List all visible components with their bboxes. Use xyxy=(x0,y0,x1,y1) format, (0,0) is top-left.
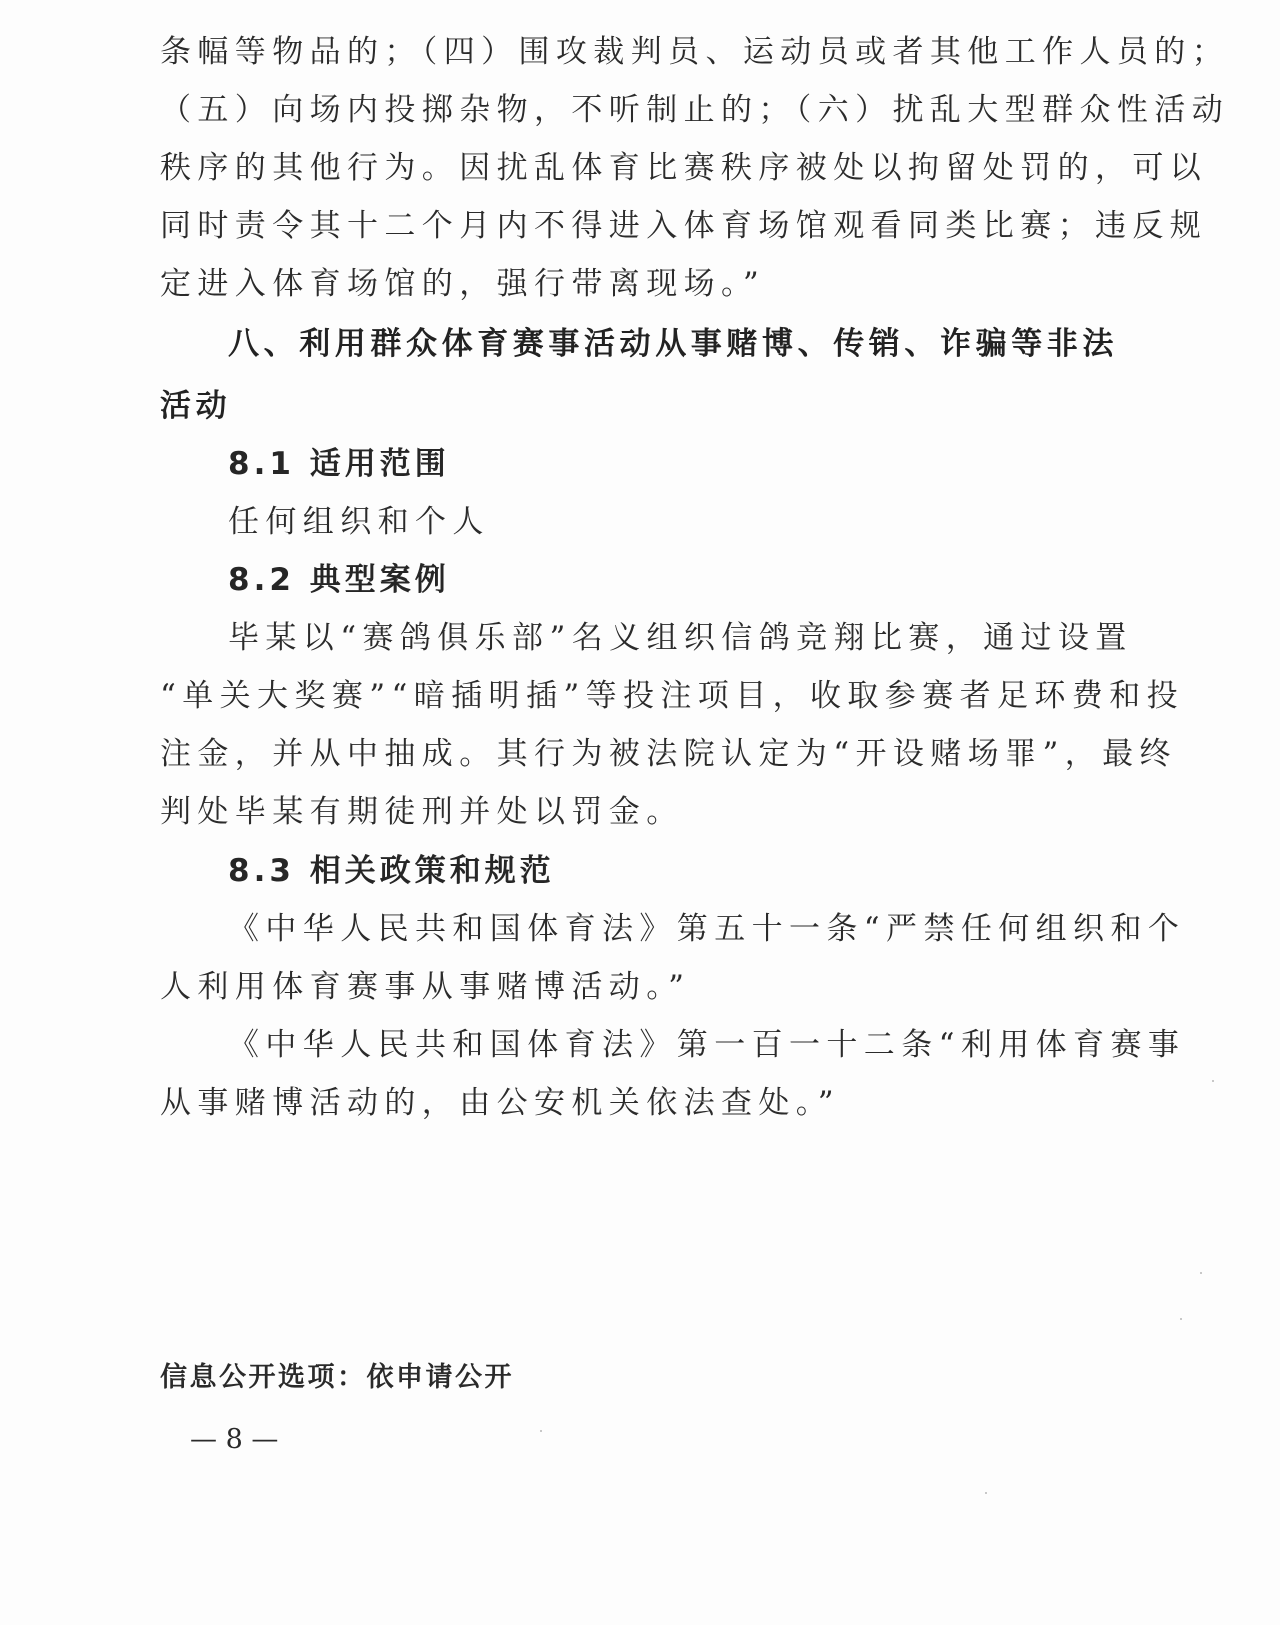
case-paragraph-line: 注金，并从中抽成。其行为被法院认定为“开设赌场罪”，最终 xyxy=(160,736,1177,772)
policy-paragraph-line: 《中华人民共和国体育法》第一百一十二条“利用体育赛事 xyxy=(228,1027,1186,1063)
disclosure-option: 信息公开选项：依申请公开 xyxy=(160,1362,514,1393)
policy-paragraph-line: 从事赌博活动的，由公安机关依法查处。” xyxy=(160,1085,840,1121)
paragraph-line: 条幅等物品的；（四）围攻裁判员、运动员或者其他工作人员的； xyxy=(160,34,1230,70)
paragraph-line: 秩序的其他行为。因扰乱体育比赛秩序被处以拘留处罚的，可以 xyxy=(160,150,1208,186)
case-paragraph-line: “单关大奖赛”“暗插明插”等投注项目，收取参赛者足环费和投 xyxy=(160,678,1184,714)
section-heading-continued: 活动 xyxy=(160,388,232,424)
subsection-title-8-3: 8.3 相关政策和规范 xyxy=(228,853,555,889)
scan-speck xyxy=(985,1492,987,1494)
paragraph-line: 同时责令其十二个月内不得进入体育场馆观看同类比赛；违反规 xyxy=(160,208,1208,244)
scan-speck xyxy=(1212,1080,1214,1082)
subsection-title-8-2: 8.2 典型案例 xyxy=(228,562,450,598)
section-heading: 八、利用群众体育赛事活动从事赌博、传销、诈骗等非法 xyxy=(228,326,1118,362)
page-number: — 8 — xyxy=(190,1424,279,1455)
subsection-body-8-1: 任何组织和个人 xyxy=(228,504,490,540)
paragraph-line: 定进入体育场馆的，强行带离现场。” xyxy=(160,266,766,302)
scan-speck xyxy=(1180,1318,1182,1320)
scan-speck xyxy=(1200,1272,1202,1274)
subsection-title-8-1: 8.1 适用范围 xyxy=(228,446,450,482)
case-paragraph-line: 毕某以“赛鸽俱乐部”名义组织信鸽竞翔比赛，通过设置 xyxy=(228,620,1133,656)
scan-speck xyxy=(540,1430,542,1432)
case-paragraph-line: 判处毕某有期徒刑并处以罚金。 xyxy=(160,794,684,830)
paragraph-line: （五）向场内投掷杂物，不听制止的；（六）扰乱大型群众性活动 xyxy=(160,92,1230,128)
policy-paragraph-line: 人利用体育赛事从事赌博活动。” xyxy=(160,969,691,1005)
policy-paragraph-line: 《中华人民共和国体育法》第五十一条“严禁任何组织和个 xyxy=(228,911,1186,947)
